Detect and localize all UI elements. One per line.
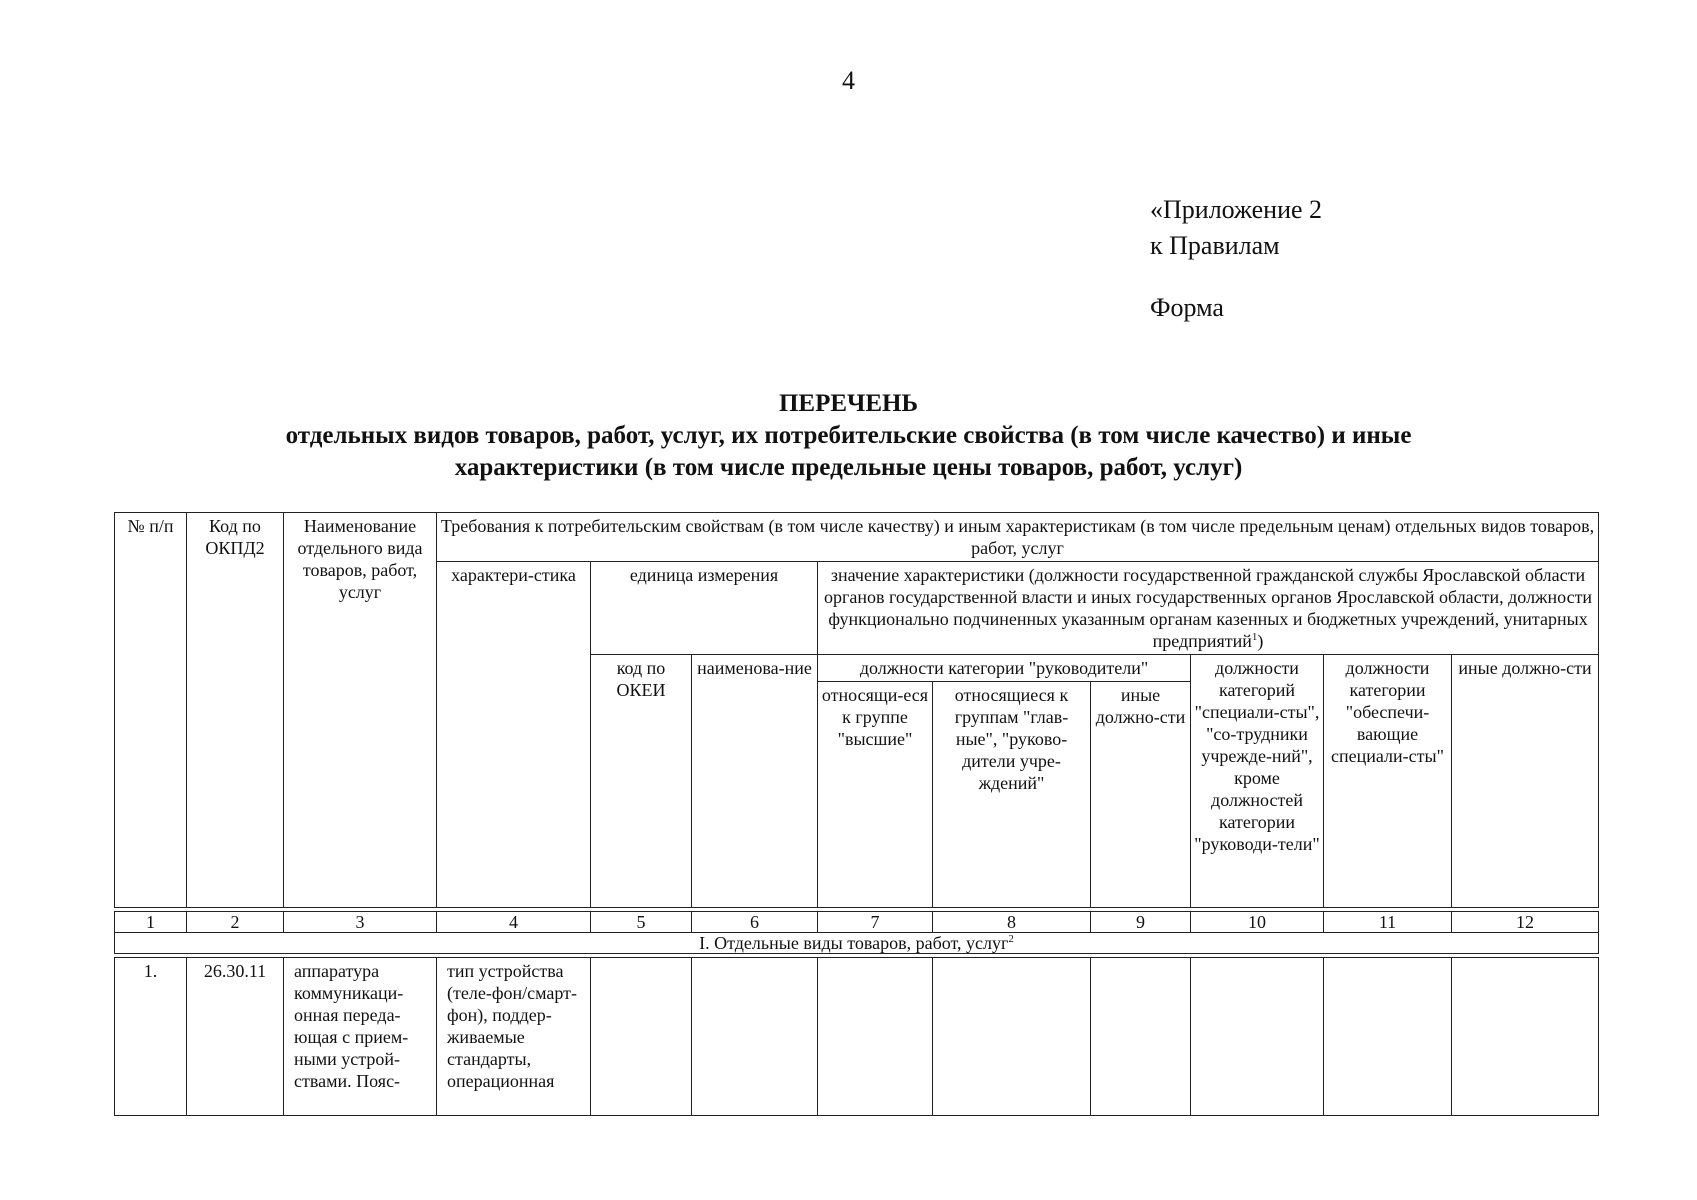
column-number: 10 — [1191, 912, 1324, 933]
column-number: 7 — [818, 912, 933, 933]
header-okei-code: код по ОКЕИ — [591, 655, 692, 908]
row-value-managers-other — [1091, 958, 1191, 1116]
section-title — [115, 933, 1599, 954]
header-characteristic: характери-стика — [437, 562, 591, 908]
column-number: 1 — [115, 912, 187, 933]
row-okei-code — [591, 958, 692, 1116]
header-value — [818, 562, 1599, 655]
header-value-text: значение характеристики (должности государственной гражданской службы Ярославской области органов государственной власти и иных государственных органов Ярославской области, должности функционально подчиненных указанным органам казенных и бюджетных учреждений, унитарных предприятий — [823, 565, 1593, 651]
column-number: 2 — [187, 912, 284, 933]
form-label: Форма — [1150, 293, 1224, 322]
row-unit-name — [692, 958, 818, 1116]
header-col-number: № п/п — [115, 513, 187, 908]
appendix-line-1: «Приложение 2 — [1150, 195, 1323, 224]
row-number: 1. — [115, 958, 187, 1116]
row-characteristic: тип устройства (теле-фон/смарт-фон), поддер-живаемые стандарты, операционная — [437, 958, 591, 1116]
row-value-other — [1452, 958, 1599, 1116]
column-number: 4 — [437, 912, 591, 933]
header-unit-name: наименова-ние — [692, 655, 818, 908]
column-number: 9 — [1091, 912, 1191, 933]
header-value-close: ) — [1257, 631, 1264, 651]
column-number: 6 — [692, 912, 818, 933]
title-heading: ПЕРЕЧЕНЬ — [778, 390, 919, 417]
section-row — [115, 933, 1599, 954]
header-support-specialists: должности категории "обеспечи-вающие специали-сты" — [1324, 655, 1452, 908]
row-value-managers-highest — [818, 958, 933, 1116]
appendix-block — [1150, 192, 1322, 326]
header-managers-highest: относящи-еся к группе "высшие" — [818, 682, 933, 908]
row-okpd2-code: 26.30.11 — [187, 958, 284, 1116]
row-product-name: аппаратура коммуникаци-онная переда-ющая с прием-ными устрой-ствами. Пояс- — [284, 958, 437, 1116]
title-line-1: отдельных видов товаров, работ, услуг, их потребительские свойства (в том числе качество) и иные — [285, 422, 1412, 449]
header-unit: единица измерения — [591, 562, 818, 655]
column-number: 3 — [284, 912, 437, 933]
requirements-table-wrapper — [114, 512, 1598, 1116]
column-number: 8 — [933, 912, 1091, 933]
row-value-support — [1324, 958, 1452, 1116]
title-line-2: характеристики (в том числе предельные цены товаров, работ, услуг) — [454, 454, 1243, 481]
header-row-1 — [115, 513, 1599, 562]
header-col-product-name: Наименование отдельного вида товаров, работ, услуг — [284, 513, 437, 908]
column-number: 11 — [1324, 912, 1452, 933]
header-specialists: должности категорий "специали-сты", "со-трудники учрежде-ний", кроме должностей категории "руководи-тели" — [1191, 655, 1324, 908]
header-managers-groups: относящиеся к группам "глав-ные", "руково-дители учре-ждений" — [933, 682, 1091, 908]
requirements-table — [114, 512, 1599, 1116]
column-number: 5 — [591, 912, 692, 933]
table-row — [115, 958, 1599, 1116]
page-number: 4 — [842, 66, 855, 95]
footnote-2: 2 — [1008, 933, 1014, 945]
document-title — [0, 388, 1697, 484]
header-other-positions: иные должно-сти — [1452, 655, 1599, 908]
row-value-managers-groups — [933, 958, 1091, 1116]
section-title-text: I. Отдельные виды товаров, работ, услуг — [699, 933, 1009, 953]
header-col-okpd2: Код по ОКПД2 — [187, 513, 284, 908]
row-value-specialists — [1191, 958, 1324, 1116]
header-managers: должности категории "руководители" — [818, 655, 1191, 682]
column-numbers-row — [115, 912, 1599, 933]
header-managers-other: иные должно-сти — [1091, 682, 1191, 908]
column-number: 12 — [1452, 912, 1599, 933]
appendix-line-2: к Правилам — [1150, 231, 1280, 260]
footnote-1: 1 — [1251, 631, 1258, 643]
header-requirements: Требования к потребительским свойствам (в том числе качеству) и иным характеристикам (в том числе предельным ценам) отдельных видов товаров, работ, услуг — [437, 513, 1599, 562]
